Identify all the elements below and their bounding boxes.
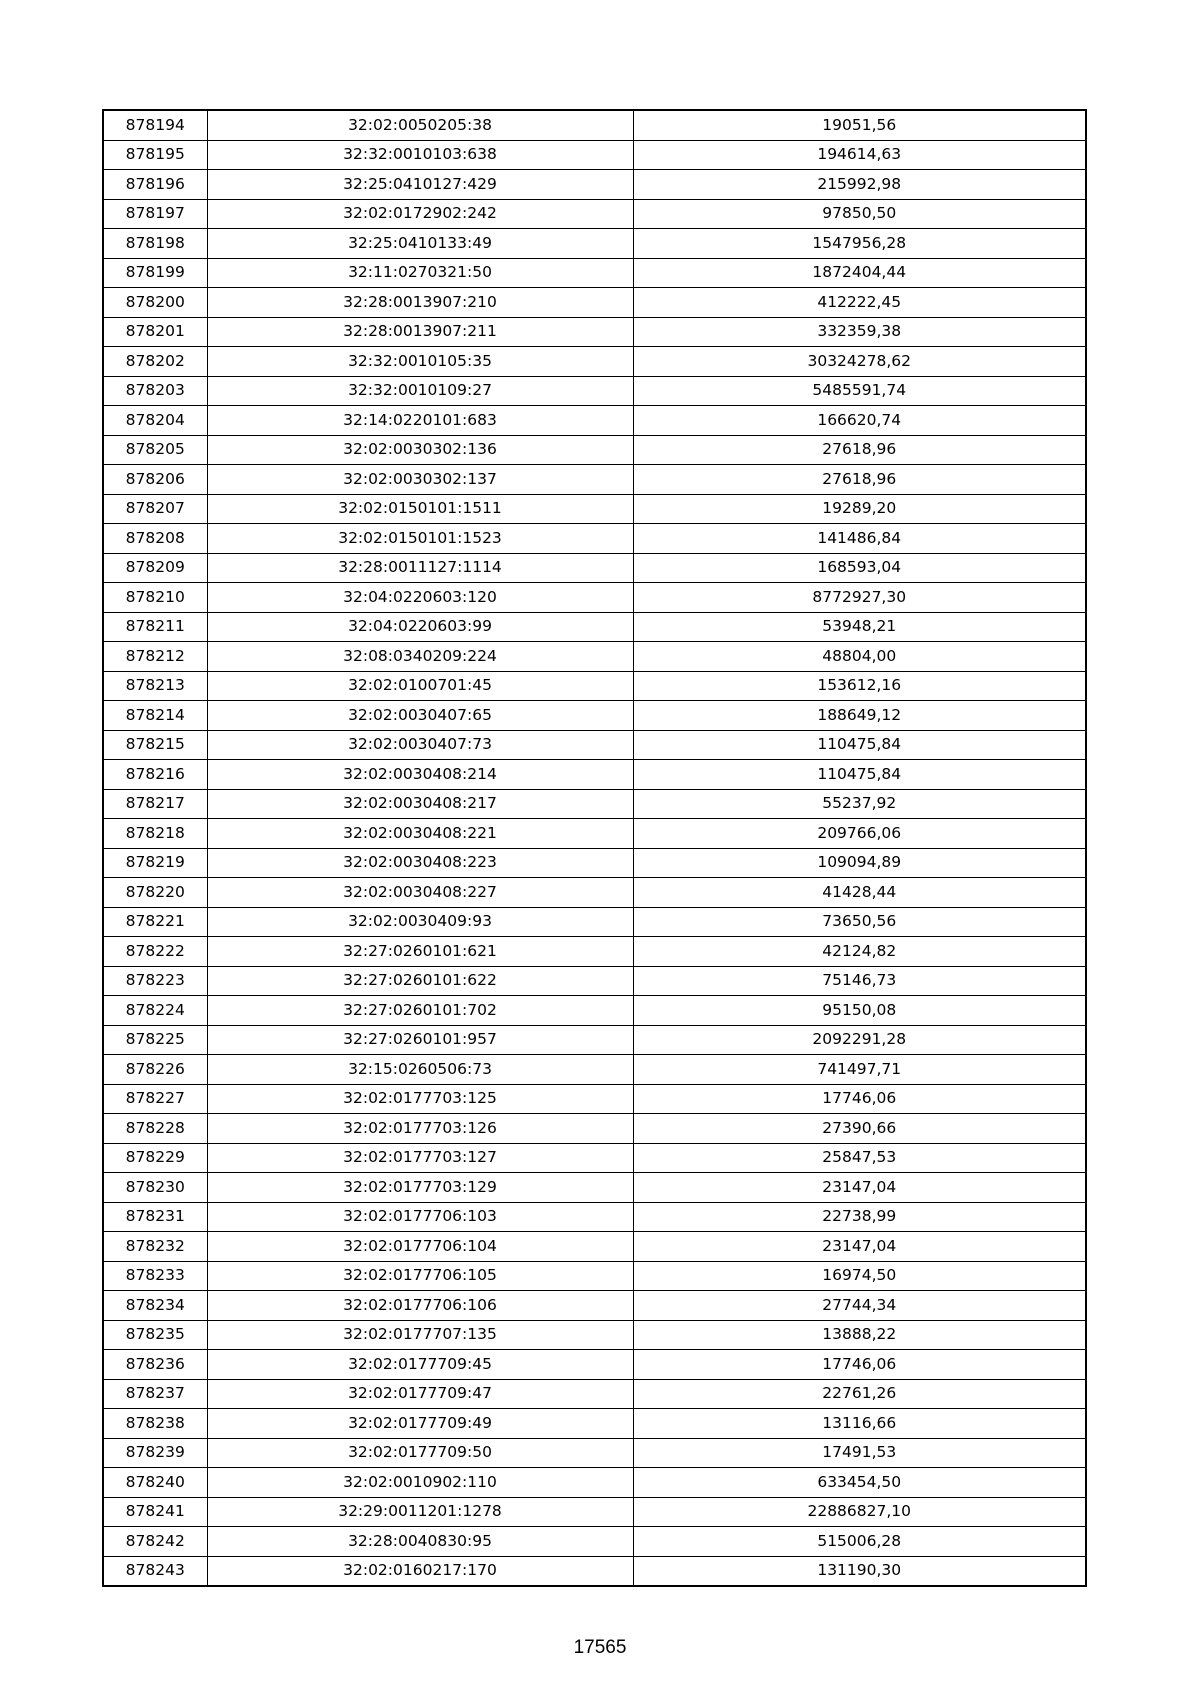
table-row bbox=[103, 1232, 1086, 1262]
table-row bbox=[103, 258, 1086, 288]
row-number-cell: 878212 bbox=[103, 642, 207, 672]
table-row bbox=[103, 494, 1086, 524]
table-row bbox=[103, 1025, 1086, 1055]
row-number-cell: 878235 bbox=[103, 1320, 207, 1350]
cadastral-value-cell: 131190,30 bbox=[633, 1556, 1086, 1586]
cadastral-number-cell: 32:02:0177709:47 bbox=[207, 1379, 633, 1409]
row-number-cell: 878217 bbox=[103, 789, 207, 819]
row-number-cell: 878210 bbox=[103, 583, 207, 613]
cadastral-number-cell: 32:27:0260101:621 bbox=[207, 937, 633, 967]
cadastral-value-cell: 48804,00 bbox=[633, 642, 1086, 672]
cadastral-number-cell: 32:02:0177703:129 bbox=[207, 1173, 633, 1203]
table-row bbox=[103, 760, 1086, 790]
table-row bbox=[103, 1320, 1086, 1350]
cadastral-number-cell: 32:02:0030407:65 bbox=[207, 701, 633, 731]
row-number-cell: 878238 bbox=[103, 1409, 207, 1439]
row-number-cell: 878233 bbox=[103, 1261, 207, 1291]
cadastral-value-cell: 53948,21 bbox=[633, 612, 1086, 642]
cadastral-value-cell: 141486,84 bbox=[633, 524, 1086, 554]
cadastral-value-cell: 633454,50 bbox=[633, 1468, 1086, 1498]
cadastral-value-cell: 515006,28 bbox=[633, 1527, 1086, 1557]
cadastral-number-cell: 32:02:0030408:223 bbox=[207, 848, 633, 878]
row-number-cell: 878236 bbox=[103, 1350, 207, 1380]
table-row bbox=[103, 317, 1086, 347]
table-row bbox=[103, 878, 1086, 908]
cadastral-number-cell: 32:32:0010103:638 bbox=[207, 140, 633, 170]
cadastral-number-cell: 32:27:0260101:957 bbox=[207, 1025, 633, 1055]
table-row bbox=[103, 789, 1086, 819]
cadastral-value-cell: 27618,96 bbox=[633, 435, 1086, 465]
table-row bbox=[103, 701, 1086, 731]
cadastral-value-cell: 110475,84 bbox=[633, 760, 1086, 790]
row-number-cell: 878203 bbox=[103, 376, 207, 406]
cadastral-value-cell: 209766,06 bbox=[633, 819, 1086, 849]
row-number-cell: 878224 bbox=[103, 996, 207, 1026]
cadastral-value-cell: 1547956,28 bbox=[633, 229, 1086, 259]
row-number-cell: 878206 bbox=[103, 465, 207, 495]
row-number-cell: 878239 bbox=[103, 1438, 207, 1468]
row-number-cell: 878214 bbox=[103, 701, 207, 731]
table-row bbox=[103, 1291, 1086, 1321]
table-row bbox=[103, 1173, 1086, 1203]
table-row bbox=[103, 376, 1086, 406]
table-row bbox=[103, 229, 1086, 259]
table-body bbox=[103, 110, 1086, 1586]
cadastral-number-cell: 32:02:0177706:104 bbox=[207, 1232, 633, 1262]
cadastral-number-cell: 32:32:0010105:35 bbox=[207, 347, 633, 377]
cadastral-number-cell: 32:02:0160217:170 bbox=[207, 1556, 633, 1586]
cadastral-number-cell: 32:02:0177706:103 bbox=[207, 1202, 633, 1232]
row-number-cell: 878226 bbox=[103, 1055, 207, 1085]
cadastral-number-cell: 32:02:0100701:45 bbox=[207, 671, 633, 701]
table-row bbox=[103, 1379, 1086, 1409]
table-row bbox=[103, 1143, 1086, 1173]
table-row bbox=[103, 996, 1086, 1026]
row-number-cell: 878205 bbox=[103, 435, 207, 465]
row-number-cell: 878216 bbox=[103, 760, 207, 790]
row-number-cell: 878220 bbox=[103, 878, 207, 908]
table-row bbox=[103, 435, 1086, 465]
table-row bbox=[103, 140, 1086, 170]
cadastral-value-cell: 109094,89 bbox=[633, 848, 1086, 878]
row-number-cell: 878209 bbox=[103, 553, 207, 583]
cadastral-number-cell: 32:25:0410127:429 bbox=[207, 170, 633, 200]
cadastral-value-cell: 2092291,28 bbox=[633, 1025, 1086, 1055]
row-number-cell: 878211 bbox=[103, 612, 207, 642]
cadastral-value-cell: 741497,71 bbox=[633, 1055, 1086, 1085]
row-number-cell: 878241 bbox=[103, 1497, 207, 1527]
cadastral-value-cell: 73650,56 bbox=[633, 907, 1086, 937]
cadastral-number-cell: 32:04:0220603:99 bbox=[207, 612, 633, 642]
row-number-cell: 878222 bbox=[103, 937, 207, 967]
cadastral-value-cell: 17746,06 bbox=[633, 1084, 1086, 1114]
cadastral-value-cell: 23147,04 bbox=[633, 1232, 1086, 1262]
cadastral-value-cell: 55237,92 bbox=[633, 789, 1086, 819]
table-row bbox=[103, 1468, 1086, 1498]
table-row bbox=[103, 730, 1086, 760]
row-number-cell: 878219 bbox=[103, 848, 207, 878]
cadastral-number-cell: 32:25:0410133:49 bbox=[207, 229, 633, 259]
row-number-cell: 878200 bbox=[103, 288, 207, 318]
cadastral-number-cell: 32:14:0220101:683 bbox=[207, 406, 633, 436]
table-row bbox=[103, 612, 1086, 642]
row-number-cell: 878240 bbox=[103, 1468, 207, 1498]
cadastral-number-cell: 32:02:0030407:73 bbox=[207, 730, 633, 760]
row-number-cell: 878221 bbox=[103, 907, 207, 937]
cadastral-value-cell: 188649,12 bbox=[633, 701, 1086, 731]
cadastral-number-cell: 32:02:0177709:49 bbox=[207, 1409, 633, 1439]
row-number-cell: 878242 bbox=[103, 1527, 207, 1557]
cadastral-number-cell: 32:04:0220603:120 bbox=[207, 583, 633, 613]
row-number-cell: 878232 bbox=[103, 1232, 207, 1262]
cadastral-number-cell: 32:02:0050205:38 bbox=[207, 110, 633, 140]
cadastral-value-cell: 17491,53 bbox=[633, 1438, 1086, 1468]
cadastral-number-cell: 32:02:0030408:217 bbox=[207, 789, 633, 819]
cadastral-number-cell: 32:02:0177707:135 bbox=[207, 1320, 633, 1350]
table-row bbox=[103, 671, 1086, 701]
cadastral-number-cell: 32:02:0177709:50 bbox=[207, 1438, 633, 1468]
row-number-cell: 878195 bbox=[103, 140, 207, 170]
cadastral-number-cell: 32:02:0177706:105 bbox=[207, 1261, 633, 1291]
cadastral-number-cell: 32:28:0013907:211 bbox=[207, 317, 633, 347]
table-row bbox=[103, 1261, 1086, 1291]
cadastral-value-cell: 153612,16 bbox=[633, 671, 1086, 701]
table-row bbox=[103, 347, 1086, 377]
cadastral-value-cell: 30324278,62 bbox=[633, 347, 1086, 377]
row-number-cell: 878194 bbox=[103, 110, 207, 140]
cadastral-value-cell: 8772927,30 bbox=[633, 583, 1086, 613]
cadastral-value-cell: 95150,08 bbox=[633, 996, 1086, 1026]
cadastral-number-cell: 32:02:0030409:93 bbox=[207, 907, 633, 937]
row-number-cell: 878230 bbox=[103, 1173, 207, 1203]
row-number-cell: 878215 bbox=[103, 730, 207, 760]
table-row bbox=[103, 1202, 1086, 1232]
table-row bbox=[103, 553, 1086, 583]
row-number-cell: 878199 bbox=[103, 258, 207, 288]
table-row bbox=[103, 1497, 1086, 1527]
row-number-cell: 878234 bbox=[103, 1291, 207, 1321]
row-number-cell: 878225 bbox=[103, 1025, 207, 1055]
cadastral-value-cell: 166620,74 bbox=[633, 406, 1086, 436]
cadastral-value-cell: 27618,96 bbox=[633, 465, 1086, 495]
cadastral-value-cell: 41428,44 bbox=[633, 878, 1086, 908]
cadastral-value-cell: 1872404,44 bbox=[633, 258, 1086, 288]
table-row bbox=[103, 966, 1086, 996]
table-row bbox=[103, 1556, 1086, 1586]
cadastral-number-cell: 32:02:0172902:242 bbox=[207, 199, 633, 229]
cadastral-value-cell: 17746,06 bbox=[633, 1350, 1086, 1380]
row-number-cell: 878243 bbox=[103, 1556, 207, 1586]
table-row bbox=[103, 170, 1086, 200]
cadastral-number-cell: 32:32:0010109:27 bbox=[207, 376, 633, 406]
cadastral-value-cell: 168593,04 bbox=[633, 553, 1086, 583]
cadastral-number-cell: 32:02:0030408:214 bbox=[207, 760, 633, 790]
cadastral-value-cell: 13116,66 bbox=[633, 1409, 1086, 1439]
cadastral-value-cell: 22886827,10 bbox=[633, 1497, 1086, 1527]
cadastral-value-cell: 412222,45 bbox=[633, 288, 1086, 318]
cadastral-value-cell: 97850,50 bbox=[633, 199, 1086, 229]
row-number-cell: 878213 bbox=[103, 671, 207, 701]
row-number-cell: 878218 bbox=[103, 819, 207, 849]
table-row bbox=[103, 465, 1086, 495]
cadastral-number-cell: 32:02:0030302:137 bbox=[207, 465, 633, 495]
table-row bbox=[103, 1350, 1086, 1380]
table-row bbox=[103, 199, 1086, 229]
cadastral-number-cell: 32:02:0010902:110 bbox=[207, 1468, 633, 1498]
cadastral-value-cell: 13888,22 bbox=[633, 1320, 1086, 1350]
cadastral-value-cell: 110475,84 bbox=[633, 730, 1086, 760]
cadastral-number-cell: 32:02:0177706:106 bbox=[207, 1291, 633, 1321]
row-number-cell: 878207 bbox=[103, 494, 207, 524]
cadastral-number-cell: 32:02:0150101:1511 bbox=[207, 494, 633, 524]
table-row bbox=[103, 1084, 1086, 1114]
row-number-cell: 878228 bbox=[103, 1114, 207, 1144]
table-row bbox=[103, 642, 1086, 672]
cadastral-number-cell: 32:02:0177709:45 bbox=[207, 1350, 633, 1380]
table-row bbox=[103, 1409, 1086, 1439]
row-number-cell: 878201 bbox=[103, 317, 207, 347]
cadastral-number-cell: 32:15:0260506:73 bbox=[207, 1055, 633, 1085]
cadastral-value-cell: 23147,04 bbox=[633, 1173, 1086, 1203]
cadastral-number-cell: 32:02:0030408:227 bbox=[207, 878, 633, 908]
table-row bbox=[103, 288, 1086, 318]
row-number-cell: 878197 bbox=[103, 199, 207, 229]
cadastral-number-cell: 32:29:0011201:1278 bbox=[207, 1497, 633, 1527]
cadastral-value-cell: 22738,99 bbox=[633, 1202, 1086, 1232]
table-row bbox=[103, 1055, 1086, 1085]
table-row bbox=[103, 819, 1086, 849]
cadastral-number-cell: 32:27:0260101:702 bbox=[207, 996, 633, 1026]
cadastral-value-cell: 16974,50 bbox=[633, 1261, 1086, 1291]
row-number-cell: 878227 bbox=[103, 1084, 207, 1114]
row-number-cell: 878229 bbox=[103, 1143, 207, 1173]
table-row bbox=[103, 848, 1086, 878]
table-row bbox=[103, 524, 1086, 554]
cadastral-number-cell: 32:02:0177703:125 bbox=[207, 1084, 633, 1114]
table-row bbox=[103, 406, 1086, 436]
row-number-cell: 878202 bbox=[103, 347, 207, 377]
cadastral-number-cell: 32:08:0340209:224 bbox=[207, 642, 633, 672]
cadastral-value-cell: 25847,53 bbox=[633, 1143, 1086, 1173]
table-row bbox=[103, 1114, 1086, 1144]
row-number-cell: 878223 bbox=[103, 966, 207, 996]
table-row bbox=[103, 937, 1086, 967]
table-row bbox=[103, 583, 1086, 613]
cadastral-number-cell: 32:02:0030408:221 bbox=[207, 819, 633, 849]
cadastral-value-cell: 19051,56 bbox=[633, 110, 1086, 140]
cadastral-value-cell: 19289,20 bbox=[633, 494, 1086, 524]
cadastral-number-cell: 32:28:0011127:1114 bbox=[207, 553, 633, 583]
table-row bbox=[103, 907, 1086, 937]
cadastral-number-cell: 32:02:0030302:136 bbox=[207, 435, 633, 465]
cadastral-number-cell: 32:28:0013907:210 bbox=[207, 288, 633, 318]
cadastral-value-cell: 27390,66 bbox=[633, 1114, 1086, 1144]
row-number-cell: 878208 bbox=[103, 524, 207, 554]
cadastral-number-cell: 32:02:0177703:126 bbox=[207, 1114, 633, 1144]
cadastral-value-table bbox=[102, 109, 1087, 1587]
cadastral-value-cell: 27744,34 bbox=[633, 1291, 1086, 1321]
page-number: 17565 bbox=[573, 1637, 627, 1658]
cadastral-value-cell: 75146,73 bbox=[633, 966, 1086, 996]
table-row bbox=[103, 1438, 1086, 1468]
cadastral-value-cell: 215992,98 bbox=[633, 170, 1086, 200]
cadastral-value-cell: 42124,82 bbox=[633, 937, 1086, 967]
cadastral-number-cell: 32:27:0260101:622 bbox=[207, 966, 633, 996]
cadastral-number-cell: 32:02:0150101:1523 bbox=[207, 524, 633, 554]
row-number-cell: 878231 bbox=[103, 1202, 207, 1232]
cadastral-value-cell: 332359,38 bbox=[633, 317, 1086, 347]
cadastral-number-cell: 32:28:0040830:95 bbox=[207, 1527, 633, 1557]
table-row bbox=[103, 110, 1086, 140]
row-number-cell: 878237 bbox=[103, 1379, 207, 1409]
cadastral-number-cell: 32:02:0177703:127 bbox=[207, 1143, 633, 1173]
cadastral-value-cell: 5485591,74 bbox=[633, 376, 1086, 406]
row-number-cell: 878204 bbox=[103, 406, 207, 436]
table-row bbox=[103, 1527, 1086, 1557]
cadastral-value-cell: 22761,26 bbox=[633, 1379, 1086, 1409]
row-number-cell: 878196 bbox=[103, 170, 207, 200]
row-number-cell: 878198 bbox=[103, 229, 207, 259]
cadastral-value-cell: 194614,63 bbox=[633, 140, 1086, 170]
cadastral-number-cell: 32:11:0270321:50 bbox=[207, 258, 633, 288]
